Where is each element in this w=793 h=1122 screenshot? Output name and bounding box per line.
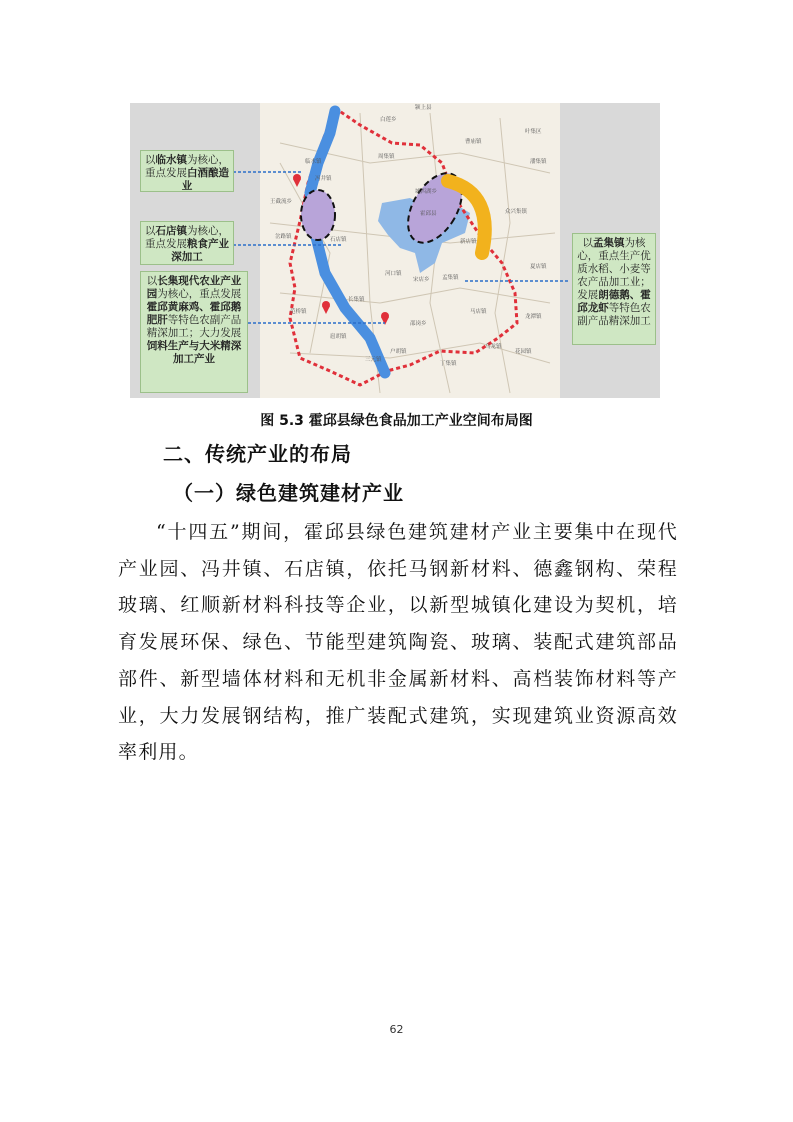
callout-bold-text: 石店镇 bbox=[155, 225, 187, 237]
map-place-label: 花园镇 bbox=[515, 349, 532, 355]
map-place-label: 河口镇 bbox=[385, 271, 402, 277]
map-place-label: 夏店镇 bbox=[530, 264, 547, 270]
map-place-label: 周集镇 bbox=[378, 154, 395, 160]
map-place-label: 潘集镇 bbox=[530, 159, 547, 165]
map-place-label: 孟集镇 bbox=[442, 275, 459, 281]
map-place-label: 冯井镇 bbox=[315, 176, 332, 182]
callout-text: 为核心，重点发展 bbox=[145, 154, 229, 179]
map-place-label: 宋店乡 bbox=[413, 277, 430, 283]
map-place-label: 邵岗乡 bbox=[410, 321, 427, 327]
callout-bold-text: 饲料生产与大米精深加工产业 bbox=[146, 340, 242, 365]
map-place-label: 范桥镇 bbox=[290, 309, 307, 315]
callout-bold-text: 临水镇 bbox=[155, 154, 187, 166]
map-figure bbox=[130, 103, 660, 398]
page-number: 62 bbox=[389, 1023, 404, 1036]
map-place-label: 龙潭镇 bbox=[525, 314, 542, 320]
map-place-label: 众兴集镇 bbox=[505, 209, 528, 215]
callout-text: 以 bbox=[145, 225, 156, 237]
subsection-heading: （一）绿色建筑建材产业 bbox=[173, 481, 404, 505]
body-paragraph: “十四五”期间，霍邱县绿色建筑建材产业主要集中在现代产业园、冯井镇、石店镇，依托马钢新材料、德鑫钢构、荣程玻璃、红顺新材料科技等企业，以新型城镇化建设为契机，培育发展环保、绿色、节能型建筑陶瓷、玻璃、装配式建筑部品部件、新型墙体材料和无机非金属新材料、高档装饰材料等产业，大力发展钢结构，推广装配式建筑，实现建筑业资源高效率利用。 bbox=[118, 521, 678, 764]
map-place-label: 丁集镇 bbox=[440, 361, 457, 367]
callout-bold-text: 孟集镇 bbox=[593, 237, 625, 249]
map-place-label: 三元镇 bbox=[365, 357, 382, 363]
map-place-label: 新店镇 bbox=[460, 239, 477, 245]
map-place-label: 颍上县 bbox=[415, 105, 432, 111]
section-heading: 二、传统产业的布局 bbox=[163, 442, 352, 466]
callout-bold-text: 粮食产业深加工 bbox=[171, 238, 229, 263]
callout-mengji bbox=[572, 233, 656, 345]
figure-caption: 图 5.3 霍邱县绿色食品加工产业空间布局图 bbox=[260, 413, 533, 429]
map-place-label: 长集镇 bbox=[348, 297, 365, 303]
callout-text: 以 bbox=[582, 237, 593, 249]
map-place-label: 王截流乡 bbox=[270, 199, 293, 205]
map-place-label: 户胡镇 bbox=[390, 349, 407, 355]
map-place-label: 叶集区 bbox=[525, 129, 542, 135]
callout-text: 为核心，重点生产优质水稻、小麦等农产品加工业；发展 bbox=[577, 237, 651, 301]
callout-bold-text: 白酒酿造业 bbox=[181, 167, 229, 192]
map-place-label: 白莲乡 bbox=[380, 117, 397, 123]
callout-shidian bbox=[140, 221, 234, 265]
callout-text: 为核心，重点发展 bbox=[145, 225, 229, 250]
callout-text: 为核心，重点发展 bbox=[157, 288, 242, 300]
callout-bold-text: 长集现代农业产业园 bbox=[146, 275, 242, 300]
callout-text: 以 bbox=[146, 275, 158, 287]
linshui-zone bbox=[301, 190, 335, 240]
map-place-label: 城西湖乡 bbox=[415, 189, 438, 195]
callout-linshui bbox=[140, 150, 234, 192]
callout-bold-text: 霍邱黄麻鸡、霍邱鹅肥肝 bbox=[146, 301, 242, 326]
map-place-label: 岔路镇 bbox=[275, 234, 292, 240]
map-place-label: 曹庙镇 bbox=[465, 139, 482, 145]
callout-text: 等特色农副产品精深加工；大力发展 bbox=[146, 314, 242, 339]
map-place-label: 临水镇 bbox=[305, 159, 322, 165]
callout-bold-text: 朗德鹅、霍邱龙虾 bbox=[577, 289, 651, 314]
map-place-label: 霍邱县 bbox=[420, 211, 437, 217]
map-place-label: 乌龙镇 bbox=[485, 344, 502, 350]
callout-text: 等特色农副产品精深加工 bbox=[577, 302, 651, 327]
map-place-label: 石店镇 bbox=[330, 237, 347, 243]
map-place-label: 扈胡镇 bbox=[330, 334, 347, 340]
callout-text: 以 bbox=[145, 154, 156, 166]
callout-changji bbox=[140, 271, 248, 393]
map-place-label: 马店镇 bbox=[470, 309, 487, 315]
